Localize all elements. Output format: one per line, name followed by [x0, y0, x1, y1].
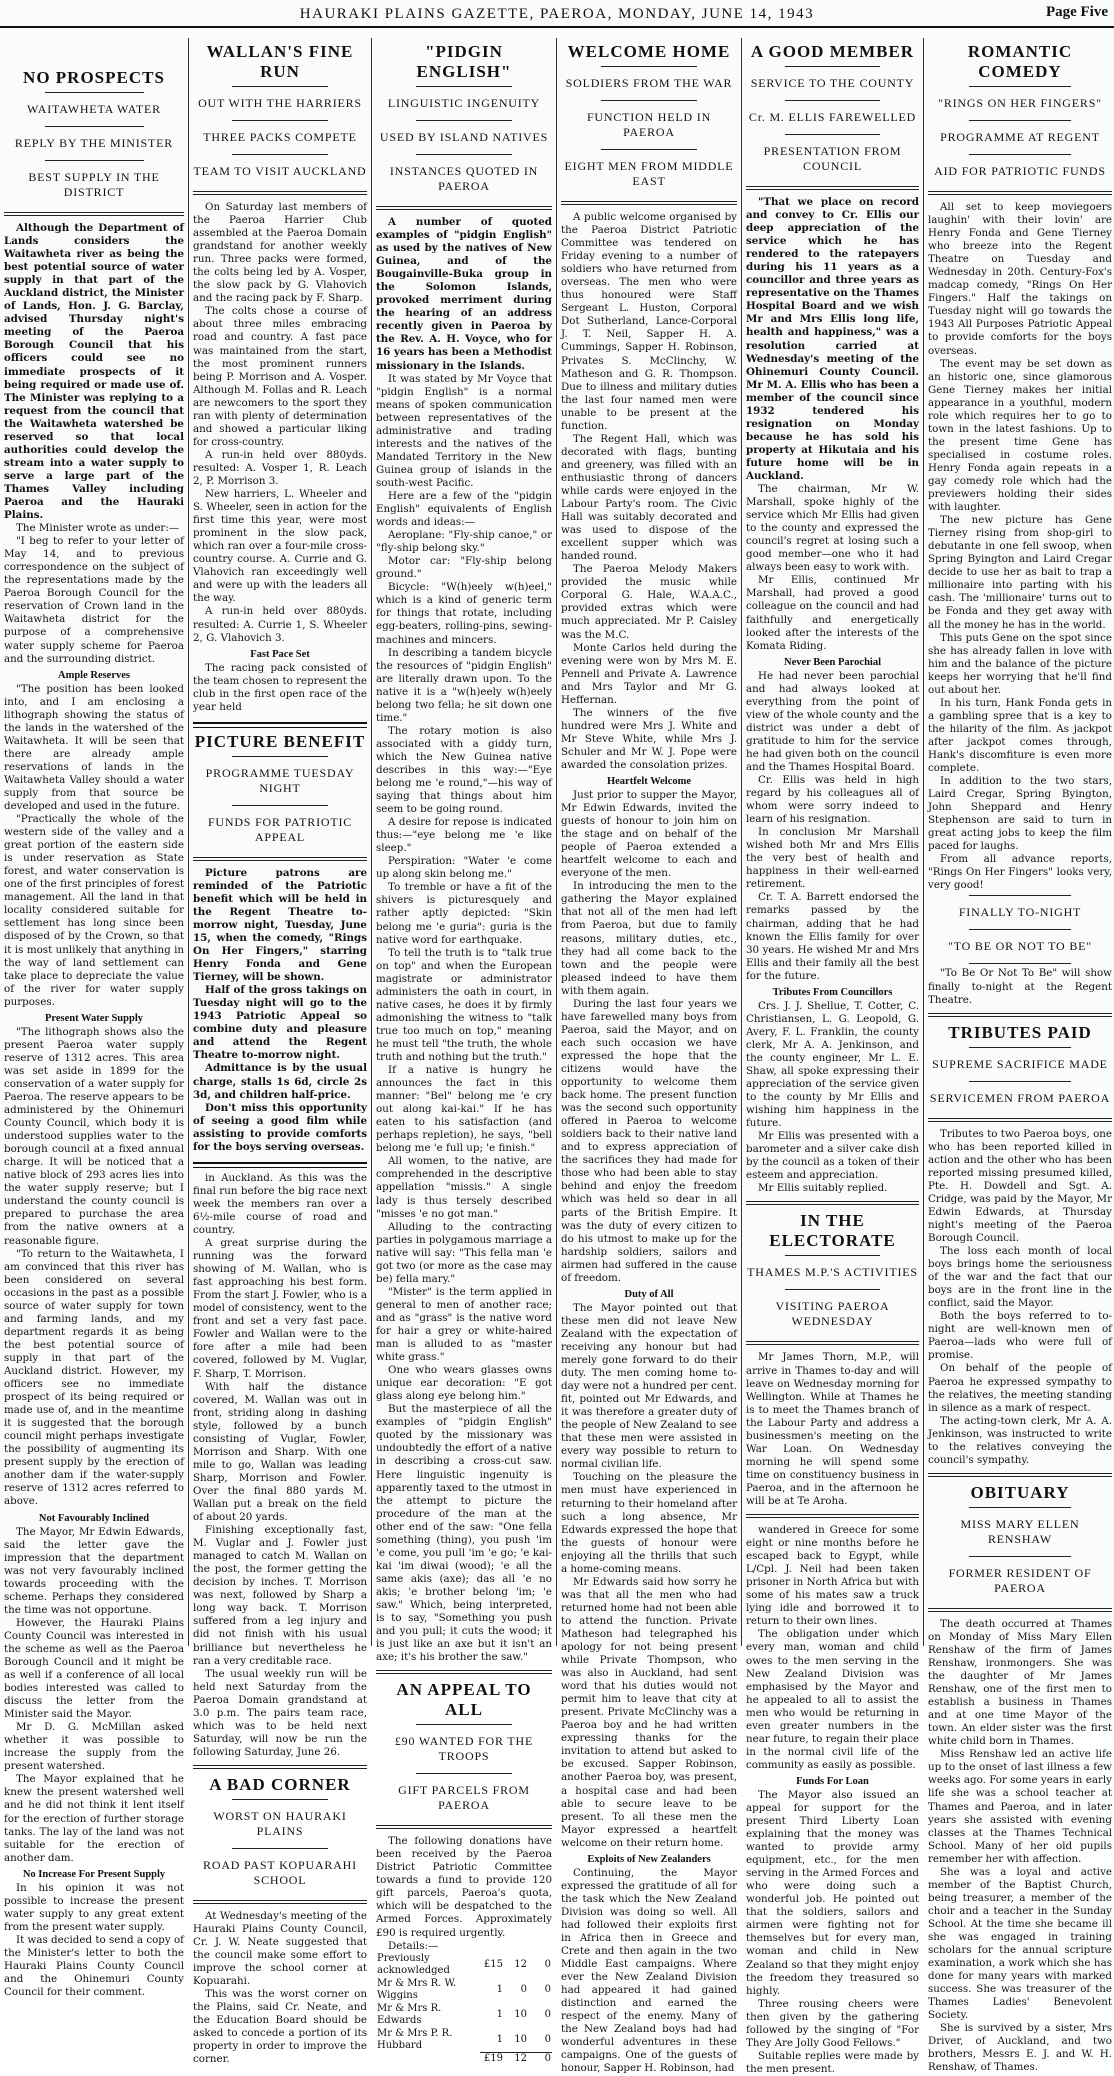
rule — [193, 191, 367, 195]
rule — [928, 191, 1112, 195]
paragraph: To tremble or have a fit of the shivers is picturesquely and rather aptly depicted: "Skin belong me 'e guria": guria is the native word for earthquake. — [376, 881, 552, 946]
page-number: Page Five — [1045, 4, 1108, 20]
paragraph: The Mayor pointed out that these men did not leave New Zealand with the expectation of receiving any honour but had merely gone forward to do their duty. The men coming home to-day were not a hundred per cent. fit, pointed out Mr Edwards, and it was therefore a greater duty of the people of New Zealand to see that these men were assisted in every way possible to return to normal civilian life. — [561, 1301, 737, 1471]
pence: 0 — [544, 1958, 551, 1970]
paragraph: Cr. T. A. Barrett endorsed the remarks passed by the chairman, adding that he had known the Ellis family for over 30 years. He wished Mr and Mrs Ellis and their family all the best for the future. — [746, 891, 919, 982]
column-no-prospects — [4, 38, 184, 1999]
paragraph: "I beg to refer to your letter of May 14, and to previous correspondence on the subject of the representations made by the Paeroa Borough Council for the reservation of Crown land in the Waitawheta district for the purpose of a comprehensive water supply scheme for Paeroa and the surrounding district. — [4, 535, 184, 665]
rule — [232, 86, 328, 87]
paragraph: On behalf of the people of Paeroa he expressed sympathy to the relatives, the meeting standing in silence as a mark of respect. — [928, 1362, 1112, 1414]
rule — [601, 149, 698, 150]
subheadline: SUPREME SACRIFICE MADE — [932, 1056, 1108, 1071]
paragraph: The racing pack consisted of the team chosen to represent the club in the first open race of the year held — [193, 661, 367, 713]
rule — [928, 1118, 1112, 1122]
paragraph: All women, to the native, are comprehended in the descriptive appellation "missis." A single lady is thus tersely described "misses 'e no got man." — [376, 1155, 552, 1220]
subheadline: PROGRAMME AT REGENT — [940, 130, 1100, 144]
paragraph: Motor car: "Fly-ship belong ground." — [376, 555, 552, 581]
paragraph: Although the Department of Lands considers the Waitawheta river as being the best potential source of water supply in that part of the Auckland district, the Minister of Lands, Hon. J. G. Barclay, advised Thursday night's meeting of the Paeroa Borough Council that his officers could see no immediate prospects of it being required or made use of. The Minister was replying to a request from the council that the Waitawheta watershed be reserved so that local authorities could develop the stream into a water supply to serve a large part of the Thames Valley including Paeroa and the Hauraki Plains. — [4, 222, 184, 522]
crosshead: Heartfelt Welcome — [606, 776, 692, 788]
paragraph: This puts Gene on the spot since she has already fallen in love with him and the balance of the picture keeps her worrying that he'll find out about her. — [928, 631, 1112, 696]
total-a: £19 — [480, 2053, 504, 2066]
paragraph: Aeroplane: "Fly-ship canoe," or "fly-ship belong sky." — [376, 529, 552, 555]
subheadline: WAITAWHETA WATER — [26, 102, 161, 116]
paragraph: All set to keep moviegoers laughin' with their lovin' are Henry Fonda and Gene Tierney who breeze into the Regent Theatre on Tuesday and Wednesday in 20th. Century-Fox's madcap comedy, "Rings On Her Fingers." Half the takings on Tuesday night will go towards the 1943 All Purposes Patriotic Appeal to provide comforts for the boys overseas. — [928, 201, 1112, 357]
column-wallans-fine-run — [193, 38, 368, 2066]
paragraph: Crs. J. J. Shellue, T. Cotter, C. Christiansen, L. G. Leopold, G. Avery, F. L. Franklin, the county clerk, Mr A. A. Jenkinson, and the county engineer, Mr L. E. Shaw, all spoke expressing their appreciation of the service given to the county by Mr Ellis and wishing him happiness in the future. — [746, 999, 919, 1130]
rule — [45, 92, 144, 93]
paragraph: New harriers, L. Wheeler and S. Wheeler, seen in action for the first time this year, were most prominent in the slow pack, which ran over a four-mile cross-country course. A. Currie and G. Vlahovich ran exceedingly well and were up with the leaders all the way. — [193, 488, 367, 605]
masthead-title: HAURAKI PLAINS GAZETTE, PAEROA, MONDAY, JUNE 14, 1943 — [299, 6, 815, 22]
rule — [785, 1289, 880, 1290]
paragraph: A desire for repose is indicated thus:—"eye belong me 'e like sleep." — [376, 816, 552, 855]
paragraph: The Minister wrote as under:— — [16, 522, 180, 535]
column-pidgin-english — [376, 38, 552, 2065]
subheadline: AID FOR PATRIOTIC FUNDS — [934, 164, 1106, 178]
rule — [232, 805, 328, 806]
paragraph: The Mayor also issued an appeal for support for the present Third Liberty Loan explaining that the money was wanted to provide army equipment, etc., for the men serving in the Armed Forces and who were doing such a wonderful job. He pointed out that the soldiers, sailors and airmen were fighting not for themselves but for every man, woman and child in New Zealand so that they might enjoy the freedom they treasured so highly. — [746, 1788, 919, 1997]
crosshead: No Increase For Present Supply — [22, 1868, 166, 1880]
rule — [4, 212, 184, 216]
paragraph: "The lithograph shows also the present Paeroa water supply reserve of 1312 acres. This area was set aside in 1899 for the conservation of a water supply for Paeroa. The reserve appears to be administered by the Ohinemuri County Council, which body it is understood supplies water to the borough council at a fixed annual charge. It will be noticed that a native block of 293 acres lies into the water supply reserve; but I understand the county council is prepared to purchase the area from the native owners at a reasonable figure. — [4, 1025, 184, 1247]
donor-name: Mr & Mrs R. W. Wiggins — [377, 1977, 457, 2002]
paragraph: Details:— — [388, 1939, 439, 1952]
paragraph: The Mayor, Mr Edwin Edwards, said the letter gave the impression that the department was not very favourably inclined towards proceeding with the scheme. Perhaps they considered the time was not opportune. — [4, 1525, 184, 1616]
paragraph: Miss Renshaw led an active life up to the onset of last illness a few weeks ago. For some years in early life she was a school teacher at Thames and Paeroa, and in later years she assisted with evening classes at the Thames Technical School. Many of her old pupils remember her with affection. — [928, 1748, 1112, 1865]
paragraph: The event may be set down as an historic one, since glamorous Gene Tierney makes her initial appearance in a youthful, modern role which requires her to go to town in the latest fashions. Up to the present time Gene has specialised in costume roles. Henry Fonda again repeats in a gay comedy role which had the previewers holding their sides with laughter. — [928, 357, 1112, 514]
subheadline: SERVICE TO THE COUNTY — [750, 76, 915, 90]
paragraph: Suitable replies were made by the men present. — [746, 2049, 919, 2075]
rule — [561, 201, 737, 205]
paragraph: One who wears glasses owns unique ear decoration: "E got glass along eye belong him." — [376, 1364, 552, 1403]
paragraph: Finishing exceptionally fast, M. Vuglar and J. Fowler just managed to catch M. Wallan on the post, the former getting the decision by inches. T. Morrison was next, followed by Sharp a long way back. T. Morrison suffered from a leg injury and did not finish with his usual brilliance but nevertheless he ran a very creditable race. — [193, 1524, 367, 1667]
paragraph: The loss each month of local boys brings home the seriousness of the war and the fact that our boys are in the front line in the conflict, said the Mayor. — [928, 1245, 1112, 1310]
rule — [601, 66, 698, 67]
paragraph: Don't miss this opportunity of seeing a good film while assisting to provide comforts for the boys serving overseas. — [193, 1101, 367, 1153]
paragraph: A run-in held over 880yds. resulted: A. Vosper 1, R. Leach 2, P. Morrison 3. — [193, 448, 367, 487]
paragraph: Perspiration: "Water 'e come up along skin belong me." — [376, 855, 552, 881]
paragraph: A public welcome organised by the Paeroa District Patriotic Committee was tendered on Friday evening to a number of soldiers who have returned from overseas. The men who were thus honoured were Staff Sergeant L. Huston, Corporal Dot Sutherland, Lance-Corporal J. T. Neil, Sapper H. A. Cummings, Sapper H. Robinson, Privates S. McClinchy, W. Matheson and G. R. Thompson. Due to illness and military duties the last four named men were unable to be present at the function. — [561, 211, 737, 432]
paragraph: The acting-town clerk, Mr A. A. Jenkinson, was instructed to write to the relatives conveying the council's sympathy. — [928, 1414, 1112, 1466]
subheadline: OUT WITH THE HARRIERS — [198, 96, 362, 110]
paragraph: Here are a few of the "pidgin English" equivalents of English words and ideas:— — [376, 489, 552, 529]
subheadline: INSTANCES QUOTED IN PAEROA — [389, 164, 539, 193]
subheadline: TEAM TO VISIT AUCKLAND — [193, 164, 367, 178]
pounds: £15 — [483, 1958, 503, 1970]
paragraph: The death occurred at Thames on Monday of Miss Mary Ellen Renshaw of the firm of James Renshaw, ironmongers. She was the daughter of Mr James Renshaw, one of the first men to establish a business in Thames and at one time Mayor of the town. An elder sister was the first white child born in Thames. — [928, 1617, 1112, 1748]
rule — [969, 1507, 1070, 1508]
rule — [969, 1081, 1070, 1082]
paragraph: The obligation under which every man, woman and child owes to the men serving in the New Zealand Division was emphasised by the Mayor and he appealed to all to assist the men who would be returning in even greater numbers in the near future, to regain their place in the normal civil life of the community as easily as possible. — [746, 1628, 919, 1771]
rule — [746, 186, 919, 190]
donation-total-row — [376, 2053, 552, 2066]
paragraph: The winners of the five hundred were Mrs J. White and Mr Steve White, while Mrs J. Schuler and Mr W. J. Pope were awarded the consolation prizes. — [561, 706, 737, 771]
paragraph: In addition to the two stars, Laird Cregar, Spring Byington, John Sheppard and Henry Stephenson are said to turn in great acting jobs to keep the film paced for laughs. — [928, 775, 1112, 853]
paragraph: But the masterpiece of all the examples of "pidgin English" quoted by the missionary was undoubtedly the effort of a native in describing a cross-cut saw. Here linguistic ingenuity is apparently taxed to the utmost in the attempt to picture the procedure of the man at the other end of the saw: "One fella something (thing), you push 'im 'e come, you pull 'im 'e go; 'e kai-kai 'im diwai (wood); 'e all the same akis (axe); das all 'e no akis; 'e brother belong 'im; 'e saw." Which, being interpreted, is to say, "Something you push and you pull; it cuts the wood; it is just like an axe but it isn't an axe; it's his brother the saw." — [376, 1403, 552, 1664]
paragraph: Monte Carlos held during the evening were won by Mrs M. E. Pennell and Private A. Lawrence and Mrs Taylor and Mr G. Heffernan. — [561, 641, 737, 706]
paragraph: This was the worst corner on the Plains, said Cr. Neate, and the Education Board should be asked to concede a portion of its property in order to improve the corner. — [193, 1988, 367, 2066]
paragraph: In describing a tandem bicycle the resources of "pidgin English" are literally drawn upon. To the native it is a "w(h)eely w(h)eely belong two fella; he sit down one time." — [376, 646, 552, 724]
shillings: 10 — [514, 2033, 527, 2045]
rule — [928, 1473, 1112, 1477]
subheadline: Cr. M. ELLIS FAREWELLED — [748, 110, 917, 124]
rule — [969, 1556, 1070, 1557]
rule — [193, 857, 367, 861]
shillings: 12 — [514, 1958, 527, 1970]
subheadline: REPLY BY THE MINISTER — [14, 136, 174, 150]
column-divider — [741, 38, 742, 1646]
rule — [746, 1514, 919, 1518]
paragraph: Just prior to supper the Mayor, Mr Edwin Edwards, invited the guests of honour to join him on the stage and on behalf of the people of Paeroa extended a heartfelt welcome to each and everyone of the men. — [561, 789, 737, 880]
headline: A BAD CORNER — [209, 1774, 351, 1794]
rule — [376, 206, 552, 210]
pounds: 1 — [496, 2033, 503, 2045]
rule — [969, 154, 1070, 155]
rule — [416, 154, 513, 155]
crosshead: Tributes From Councillors — [772, 986, 893, 998]
headline: ROMANTIC COMEDY — [967, 42, 1073, 81]
paragraph: Bicycle: "W(h)eely w(h)eel," which is a kind of generic term for things that rotate, including egg-beaters, rolling-pins, sewing-machines and mincers. — [376, 581, 552, 646]
rule — [416, 120, 513, 121]
subheadline: FINALLY TO-NIGHT — [958, 905, 1082, 920]
donation-row — [376, 2003, 552, 2028]
paragraph: A great surprise during the running was the forward showing of M. Wallan, who is fast approaching his best form. From the start J. Fowler, who is a model of consistency, went to the front and set a very fast pace. Fowler and Wallan were to the fore after a mile had been covered, followed by M. Vuglar, F. Sharp, T. Morrison. — [193, 1237, 368, 1380]
paragraph: A number of quoted examples of "pidgin English" as used by the natives of New Guinea, and of the Bougainville-Buka group in the Solomon Islands, provoked merriment during the hearing of an address recently given in Paeroa by the Rev. A. H. Voyce, who for 16 years has been a Methodist missionary in the Islands. — [376, 216, 552, 372]
subheadline: "RINGS ON HER FINGERS" — [938, 96, 1102, 110]
paragraph: Picture patrons are reminded of the Patriotic benefit which will be held in the Regent Theatre to-morrow night, Tuesday, June 15, when the comedy, "Rings On Her Fingers," starring Henry Fonda and Gene Tierney, will be shown. — [193, 866, 367, 984]
paragraph: He had never been parochial and had always looked at everything from the point of view of the whole county and the district was under a debt of gratitude to him for the service he had given both on the council and the Thames Hospital Board. — [746, 669, 919, 773]
subheadline: FORMER RESIDENT OF PAEROA — [948, 1565, 1092, 1595]
paragraph: Cr. Ellis was held in high regard by his colleagues all of whom were sorry indeed to learn of his resignation. — [746, 774, 919, 826]
paragraph: "To return to the Waitawheta, I am convinced that this river has been considered on several occasions in the past as a possible source of water supply for town and farming lands, and my department regards it as being the best potential source of supply in that part of the Auckland district. However, my officers see no immediate prospect of its being required or made use of, and in the meantime it is suggested that the borough council might perhaps investigate the possibility of augmenting its present supply by the erection of another dam if the water-supply reserve of 1312 acres referred to above. — [4, 1247, 184, 1508]
shillings: 0 — [520, 1983, 527, 1995]
paragraph: She was a loyal and active member of the Baptist Church, being treasurer, a member of the choir and a teacher in the Sunday School. At the time she became ill she was engaged in training scholars for the annual scripture examination, a work which she has done for many years with marked success. She was treasurer of the Thames Ladies' Benevolent Society. — [928, 1865, 1112, 2022]
paragraph: in Auckland. As this was the final run before the big race next week the members ran over a 6½-mile course of road and country. — [193, 1171, 367, 1236]
donation-row — [376, 2028, 552, 2053]
rule — [232, 154, 328, 155]
crosshead: Funds For Loan — [796, 1775, 869, 1787]
rule — [376, 1670, 552, 1674]
rule — [45, 126, 144, 127]
rule — [785, 100, 880, 101]
paragraph: "Practically the whole of the western side of the valley and a great portion of the eastern side is under reservation as State forest, and water conservation is one of the first principles of forest management. All the land in that locality considered suitable for settlement has long since been disposed of by the Crown, so that it is most unlikely that anything in the way of land settlement can take place to depreciate the value of the river for water supply purposes. — [4, 813, 184, 1008]
paragraph: From all advance reports, "Rings On Her Fingers" looks very, very good! — [928, 853, 1112, 892]
rule — [969, 120, 1070, 121]
rule — [232, 120, 328, 121]
subheadline: PROGRAMME TUESDAY NIGHT — [205, 765, 355, 795]
subheadline: PRESENTATION FROM COUNCIL — [763, 144, 902, 173]
subheadline: GIFT PARCELS FROM PAEROA — [398, 1783, 530, 1813]
headline: TRIBUTES PAID — [948, 1022, 1092, 1042]
subheadline: THREE PACKS COMPETE — [203, 130, 357, 144]
pence: 0 — [544, 2008, 551, 2020]
pence: 0 — [544, 2033, 551, 2045]
paragraph: The following donations have been received by the Paeroa District Patriotic Committee towards a fund to provide 120 gift parcels, Paeroa's quota, which will be despatched to the Armed Forces. Approximately £90 is required urgently. — [376, 1835, 552, 1939]
paragraph: The Regent Hall, which was decorated with flags, bunting and greenery, was filled with an enthusiastic throng of dancers while cards were enjoyed in the Labour Party's room. The Civic Hall was suitably decorated and was used to dispose of the excellent supper which was handed round. — [561, 432, 737, 563]
subheadline: LINGUISTIC INGENUITY — [387, 96, 541, 110]
total-b: 12 — [504, 2053, 528, 2066]
paragraph: Mr Ellis, continued Mr Marshall, had proved a good colleague on the council and had faithfully and energetically looked after the interests of the Komata Riding. — [746, 574, 919, 652]
paragraph: The Paeroa Melody Makers provided the music while Corporal G. Hale, W.A.A.C., provided extras which were much appreciated. Mr P. Caisley was the M.C. — [561, 563, 737, 641]
rule — [785, 1255, 880, 1256]
paragraph: On Saturday last members of the Paeroa Harrier Club assembled at the Paeroa Domain grandstand for another weekly run. Three packs were formed, the colts being led by A. Vosper, the slow pack by G. Vlahovich and the racing pack by F. Sharp. — [193, 201, 367, 305]
crosshead: Not Favourably Inclined — [38, 1512, 150, 1524]
donations-table — [376, 1953, 552, 2066]
crosshead: Duty of All — [624, 1288, 674, 1300]
paragraph: "Mister" is the term applied in general to men of another race; and as "grass" is the native word for hair a grey or white-haired man is alluded to as "master white grass." — [376, 1285, 552, 1364]
rule — [785, 66, 880, 67]
rule — [969, 963, 1070, 964]
paragraph: Mr D. G. McMillan asked whether it was possible to increase the supply from the present watershed. — [4, 1721, 184, 1773]
subheadline: FUNCTION HELD IN PAEROA — [586, 110, 712, 139]
rule — [376, 1825, 552, 1829]
paragraph: Touching on the pleasure the men must have experienced in returning to their homeland after such a long absence, Mr Edwards expressed the hope that the guests of honour were enjoying all the thrills that such a home-coming means. — [561, 1471, 737, 1575]
paragraph: Continuing, the Mayor expressed the gratitude of all for the task which the New Zealand Division was doing so well. All had followed their exploits first in Africa then in Greece and Crete and then again in the two Middle East campaigns. Where ever the New Zealand Division had appeared it had gained distinction and earned the respect of the enemy. Many of the New Zealand boys had had wonderful adventures in these campaigns. One of the guests of honour, Sapper H. Robinson, had — [561, 1866, 737, 2075]
pounds: 1 — [496, 2008, 503, 2020]
paragraph: It was decided to send a copy of the Minister's letter to both the Hauraki Plains County Council and the Ohinemuri County Council for their comment. — [4, 1933, 184, 1999]
paragraph: It was stated by Mr Voyce that "pidgin English" is a normal means of spoken communication between representatives of the administrative and trading interests and the natives of the Mandated Territory in the New Guinea group of islands in the south-west Pacific. — [376, 372, 552, 489]
paragraph: The new picture has Gene Tierney rising from shop-girl to debutante in one fell swoop, when Spring Byington and Laird Cregar decide to use her as bait to trap a millionaire into parting with his cash. The 'millionaire' turns out to be Fonda and they get away with all the money he has in the world. — [928, 514, 1112, 631]
paragraph: In introducing the men to the gathering the Mayor explained that not all of the men had left from Paeroa, but due to family reasons, military duties, etc., they had all come back to the town and the people were pleased indeed to have them with them again. — [561, 880, 737, 997]
paragraph: During the last four years we have farewelled many boys from Paeroa, said the Mayor, and on each such occasion we have expressed the hope that the citizens would have the opportunity to welcome them back home. The present function was the second such opportunity offered in Paeroa to welcome soldiers back to their native land and to express appreciation of the sacrifices they had made for those who had been able to stay behind and enjoy the freedom which was held so dear in all parts of the British Empire. It was the duty of every citizen to do his utmost to make up for the hardship soldiers, sailors and airmen had suffered in the cause of freedom. — [561, 997, 737, 1284]
subheadline: SERVICEMEN FROM PAEROA — [929, 1090, 1111, 1105]
rule — [232, 1799, 328, 1800]
headline: WELCOME HOME — [567, 42, 731, 61]
paragraph: Mr Edwards said how sorry he was that all the men who had returned home had not been able to attend the function. Private Matheson had telegraphed his apology for not being present while Private Thompson, who was also in Auckland, had sent word that his duties would not permit him to leave that city at present. Private McClinchy was a Paeroa boy and he had written expressing thanks for the invitation to attend but asked to be excused. Sapper Robinson, another Paeroa boy, was present, a hospital case and had been able to secure leave to be present. To all these men the Mayor expressed a heartfelt welcome on their return home. — [561, 1575, 737, 1849]
column-divider — [923, 38, 924, 1646]
headline: IN THE ELECTORATE — [769, 1211, 896, 1251]
paragraph: Three rousing cheers were then given by the gathering followed by the singing of "For They Are Jolly Good Fellows." — [746, 1997, 919, 2049]
column-good-member — [746, 38, 919, 2075]
subheadline: MISS MARY ELLEN RENSHAW — [960, 1516, 1080, 1546]
rule — [969, 895, 1070, 896]
paragraph: In his opinion it was not possible to increase the present water supply to any great extent from the present water supply. — [4, 1881, 184, 1933]
headline: A GOOD MEMBER — [750, 42, 915, 61]
donation-row — [376, 1953, 552, 1978]
rule — [193, 1765, 367, 1769]
subheadline: £90 WANTED FOR THE TROOPS — [394, 1734, 534, 1764]
donor-name: Previously acknowledged — [377, 1952, 450, 1977]
crosshead: Never Been Parochial — [783, 656, 881, 668]
rule — [232, 1848, 328, 1849]
paragraph: Alluding to the contracting parties in polygamous marriage a native will say: "This fella man 'e got two (or more as the case may be) fella mary." — [376, 1220, 552, 1285]
paragraph: Both the boys referred to to-night are well-known men of Paeroa—lads who were full of promise. — [928, 1310, 1112, 1362]
paragraph: Mr James Thorn, M.P., will arrive in Thames to-day and will leave on Wednesday morning for Wellington. While at Thames he is to meet the Thames branch of the Labour Party and address a businessmen's meeting on the War Loan. On Wednesday morning he will spend some time on constituency business in Paeroa, and in the afternoon he will be at Te Aroha. — [746, 1351, 919, 1507]
paragraph: To tell the truth is to "talk true on top" and when the European magistrate or administrator administers the oath in court, in native cases, he does it by firmly admonishing the witness to "talk true too much on top," meaning he must tell "the truth, the whole truth and nothing but the truth." — [376, 946, 552, 1063]
column-divider — [556, 38, 557, 1646]
rule — [232, 756, 328, 757]
paragraph: The Mayor explained that he knew the present watershed well and he did not think it lent itself for the erection of further storage tanks. The lay of the land was not suitable for the erection of another dam. — [4, 1773, 184, 1864]
paragraph: "The position has been looked into, and I am enclosing a lithograph showing the status of the lands in the watershed of the Waitawheta. It will be seen that there are already ample reservations of lands in the Waitawheta Valley should a water supply from that source be developed and used in the future. — [4, 682, 184, 813]
column-divider — [188, 38, 189, 1646]
subheadline: EIGHT MEN FROM MIDDLE EAST — [564, 159, 734, 188]
rule — [746, 1341, 919, 1345]
paragraph: With half the distance covered, M. Wallan was out in front, striding along in dashing style, followed by a bunch consisting of Vuglar, Fowler, Morrison and Sharp. With one mile to go, Wallan was leading Sharp, Morrison and Fowler. Over the final 880 yards M. Wallan put a break on the field of about 20 yards. — [193, 1380, 367, 1524]
rule — [969, 929, 1070, 930]
paragraph: Half of the gross takings on Tuesday night will go to the 1943 Patriotic Appeal so combine duty and pleasure and attend the Regent Theatre to-morrow night. — [193, 984, 367, 1062]
donor-name: Mr & Mrs R. Edwards — [377, 2002, 442, 2027]
donor-name: Mr & Mrs P. R. Hubbard — [377, 2027, 453, 2052]
rule — [193, 722, 367, 728]
subheadline: THAMES M.P.'S ACTIVITIES — [747, 1265, 918, 1280]
paragraph: Mr Ellis suitably replied. — [758, 1182, 888, 1195]
paragraph: "To Be Or Not To Be" will show finally to-night at the Regent Theatre. — [928, 967, 1112, 1006]
column-welcome-home — [561, 38, 737, 2075]
headline: PICTURE BENEFIT — [194, 731, 366, 751]
headline: AN APPEAL TO ALL — [396, 1680, 532, 1720]
rule — [969, 86, 1070, 87]
paragraph: In his turn, Hank Fonda gets in a gambling spree that is a key to the hilarity of the film. As jackpot after jackpot comes through, Hank's discomfiture is even more complete. — [928, 696, 1112, 775]
column-romantic-comedy — [928, 38, 1112, 2074]
paragraph: Admittance is by the usual charge, stalls 1s 6d, circle 2s 3d, and children half-price. — [193, 1062, 367, 1101]
paragraph: Mr Ellis was presented with a barometer and a silver cake dish by the council as a token of their esteem and appreciation. — [746, 1130, 919, 1182]
rule — [193, 1162, 367, 1168]
column-divider — [371, 38, 372, 1646]
donation-row — [376, 1978, 552, 2003]
rule — [928, 1608, 1112, 1612]
total-spacer — [376, 2053, 480, 2066]
crosshead: Fast Pace Set — [250, 648, 310, 660]
paragraph: "That we place on record and convey to Cr. Ellis our deep appreciation of the service which he has rendered to the ratepayers during his 11 years as a councillor and three years as representative on the Thames Hospital Board and we wish Mr and Mrs Ellis long life, health and happiness," was a resolution carried at Wednesday's meeting of the Ohinemuri County Council. Mr M. A. Ellis who has been a member of the council since 1932 tendered his resignation on Monday because he has sold his property at Hikutaia and his future home will be in Auckland. — [746, 196, 919, 482]
crosshead: Ample Reserves — [57, 669, 131, 681]
paragraph: She is survived by a sister, Mrs Driver, of Auckland, and two brothers, Messrs E. J. and W. H. Renshaw, of Thames. — [928, 2022, 1112, 2074]
total-c: 0 — [528, 2053, 552, 2066]
rule — [969, 1047, 1070, 1048]
headline: "PIDGIN ENGLISH" — [416, 42, 512, 81]
paragraph: wandered in Greece for some eight or nine months before he escaped back to Egypt, while L/Cpl. J. Neil had been taken prisoner in North Africa but with some of his mates saw a truck lying idle and borrowed it to return to their own lines. — [746, 1524, 919, 1628]
rule — [416, 1773, 513, 1774]
pounds: 1 — [496, 1983, 503, 1995]
paragraph: The usual weekly run will be held next Saturday from the Paeroa Domain grandstand at 3.0 p.m. The pairs team race, which was to be held next Saturday, will now be run the following Saturday, June 26. — [193, 1667, 367, 1758]
subheadline: ROAD PAST KOPUARAHI SCHOOL — [203, 1857, 357, 1887]
rule — [416, 1724, 513, 1725]
paragraph: In conclusion Mr Marshall wished both Mr and Mrs Ellis the very best of health and happiness in their well-earned retirement. — [746, 826, 919, 891]
headline: NO PROSPECTS — [23, 68, 165, 87]
shillings: 10 — [514, 2008, 527, 2020]
crosshead: Exploits of New Zealanders — [587, 1853, 711, 1865]
paragraph: However, the Hauraki Plains County Council was interested in the scheme as well as the Paeroa Borough Council and it might be as well if a conference of all local bodies interested was called to discuss the letter from the Minister said the Mayor. — [4, 1616, 184, 1721]
rule — [785, 134, 880, 135]
rule — [601, 100, 698, 101]
subheadline: USED BY ISLAND NATIVES — [379, 130, 549, 144]
paragraph: If a native is hungry he announces the fact in this manner: "Bel" belong me 'e cry out along kai-kai." If he has eaten to his satisfaction (and perhaps repletion), he says, "bell belong me 'e full up; 'e finish." — [376, 1064, 552, 1155]
pence: 0 — [544, 1983, 551, 1995]
rule — [193, 1900, 367, 1904]
paragraph: At Wednesday's meeting of the Hauraki Plains County Council, Cr. J. W. Neate suggested that the council make some effort to improve the school corner at Kopuarahi. — [193, 1909, 367, 1988]
headline: WALLAN'S FINE RUN — [206, 42, 354, 81]
subheadline: BEST SUPPLY IN THE DISTRICT — [28, 170, 160, 199]
rule — [928, 1013, 1112, 1017]
paragraph: The rotary motion is also associated with a giddy turn, which the New Guinea native describes in this way:—"Eye belong me 'e round,"—his way of saying that things about him seem to be going round. — [376, 724, 552, 816]
rule — [416, 86, 513, 87]
subheadline: FUNDS FOR PATRIOTIC APPEAL — [207, 814, 353, 844]
subheadline: VISITING PAEROA WEDNESDAY — [775, 1299, 890, 1329]
rule — [746, 1201, 919, 1205]
subheadline: SOLDIERS FROM THE WAR — [565, 76, 733, 90]
rule — [45, 160, 144, 161]
masthead — [0, 4, 1114, 28]
paragraph: The colts chose a course of about three miles embracing road and country. A fast pace was maintained from the start, the most prominent runners being P. Morrison and A. Vosper. Although M. Follas and R. Leach are newcomers to the sport they ran with plenty of determination and showed a particular liking for cross-country. — [193, 305, 367, 448]
paragraph: A run-in held over 880yds. resulted: A. Currie 1, S. Wheeler 2, G. Vlahovich 3. — [193, 605, 367, 644]
headline: OBITUARY — [970, 1482, 1070, 1502]
paragraph: Tributes to two Paeroa boys, one who has been reported killed in action and the other who has been reported missing presumed killed, Pte. H. Dowdell and Sgt. A. Cridge, was paid by the Mayor, Mr Edwin Edwards, at Thursday night's meeting of the Paeroa Borough Council. — [928, 1127, 1112, 1244]
subheadline: "TO BE OR NOT TO BE" — [948, 939, 1092, 954]
crosshead: Present Water Supply — [44, 1012, 143, 1024]
subheadline: WORST ON HAURAKI PLAINS — [213, 1808, 347, 1838]
paragraph: The chairman, Mr W. Marshall, spoke highly of the service which Mr Ellis had given to the county and expressed the council's regret at losing such a good member—one who it had always been easy to work with. — [746, 483, 919, 574]
